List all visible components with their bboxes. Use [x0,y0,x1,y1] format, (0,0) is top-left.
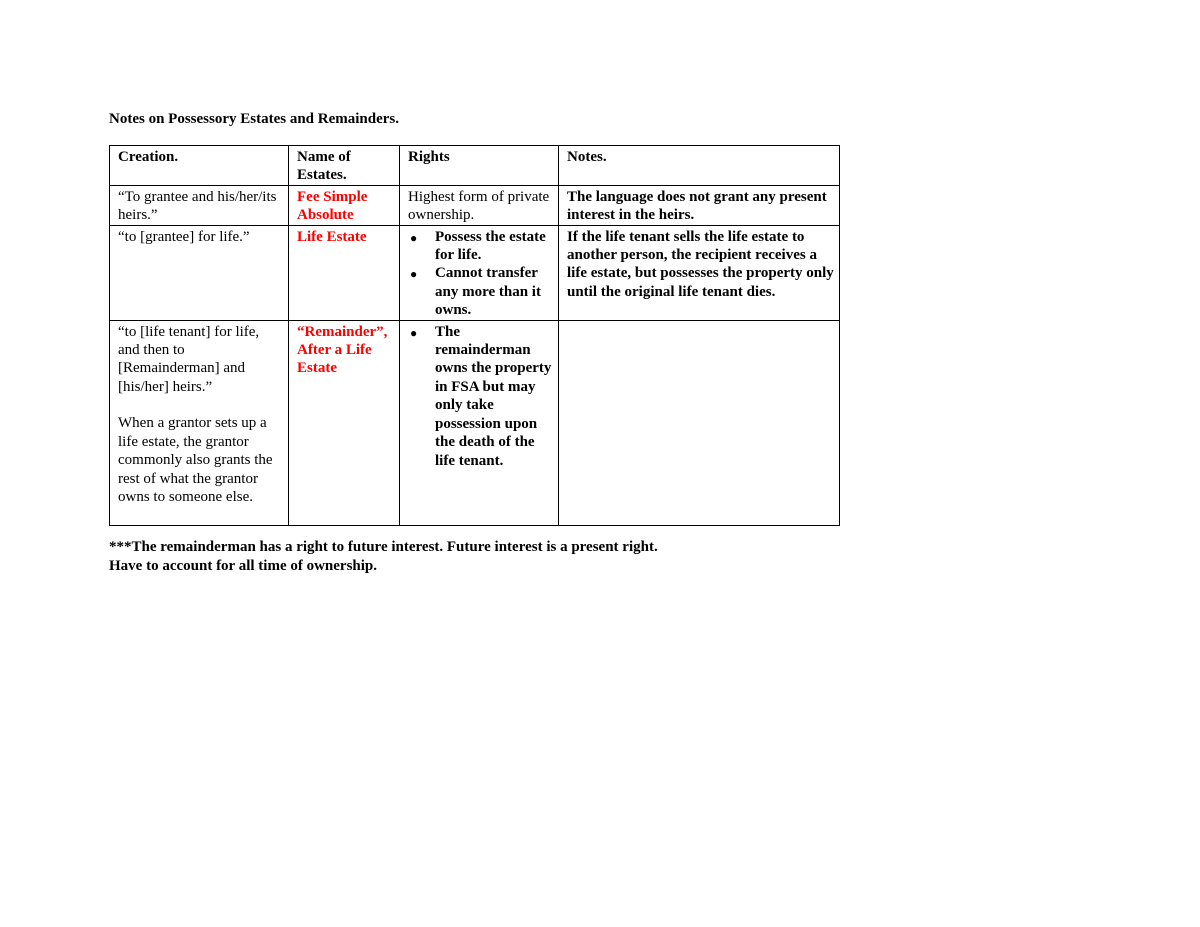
footer-line: ***The remainderman has a right to future interest. Future interest is a present right. [109,539,658,555]
notes-cell: If the life tenant sells the life estate to another person, the recipient receives a life estate, but possesses the property only until the original life tenant dies. [559,225,840,320]
header-rights: Rights [400,146,559,186]
header-creation: Creation. [110,146,289,186]
table-row [110,225,840,320]
rights-cell [400,320,559,525]
estate-name-cell: “Remainder”, After a Life Estate [289,320,400,525]
rights-cell: Highest form of private ownership. [400,185,559,225]
creation-note: When a grantor sets up a life estate, the grantor commonly also grants the rest of what the grantor owns to someone else. [118,415,273,505]
rights-item-text: Possess the estate for life. [435,228,546,264]
bullet-icon: ● [410,267,418,282]
estates-table [109,145,840,526]
table-row [110,185,840,225]
header-notes: Notes. [559,146,840,186]
footer-line: Have to account for all time of ownership. [109,557,378,574]
bullet-icon: ● [410,230,418,245]
table-row [110,320,840,525]
creation-cell: “to [grantee] for life.” [110,225,289,320]
list-item [408,323,554,470]
rights-item-text: Cannot transfer any more than it owns. [435,265,541,319]
rights-item-text: The remainderman owns the property in FSA but may only take possession upon the death of the life tenant. [435,323,552,469]
notes-cell: The language does not grant any present interest in the heirs. [559,185,840,225]
notes-cell [559,320,840,525]
header-name-of-estates: Name of Estates. [289,146,400,186]
paragraph-spacer [118,396,284,414]
list-item [408,228,554,265]
estate-name-cell: Fee Simple Absolute [289,185,400,225]
creation-text: “to [life tenant] for life, and then to [Remainderman] and [his/her] heirs.” [118,323,260,395]
creation-cell: “To grantee and his/her/its heirs.” [110,185,289,225]
list-item [408,264,554,319]
table-header-row [110,146,840,186]
bullet-icon: ● [410,325,418,340]
estate-name-cell: Life Estate [289,225,400,320]
creation-cell [110,320,289,525]
footer-notes [109,538,658,575]
rights-list [408,323,554,470]
document-title: Notes on Possessory Estates and Remainders. [109,111,399,127]
rights-cell [400,225,559,320]
rights-list [408,228,554,320]
